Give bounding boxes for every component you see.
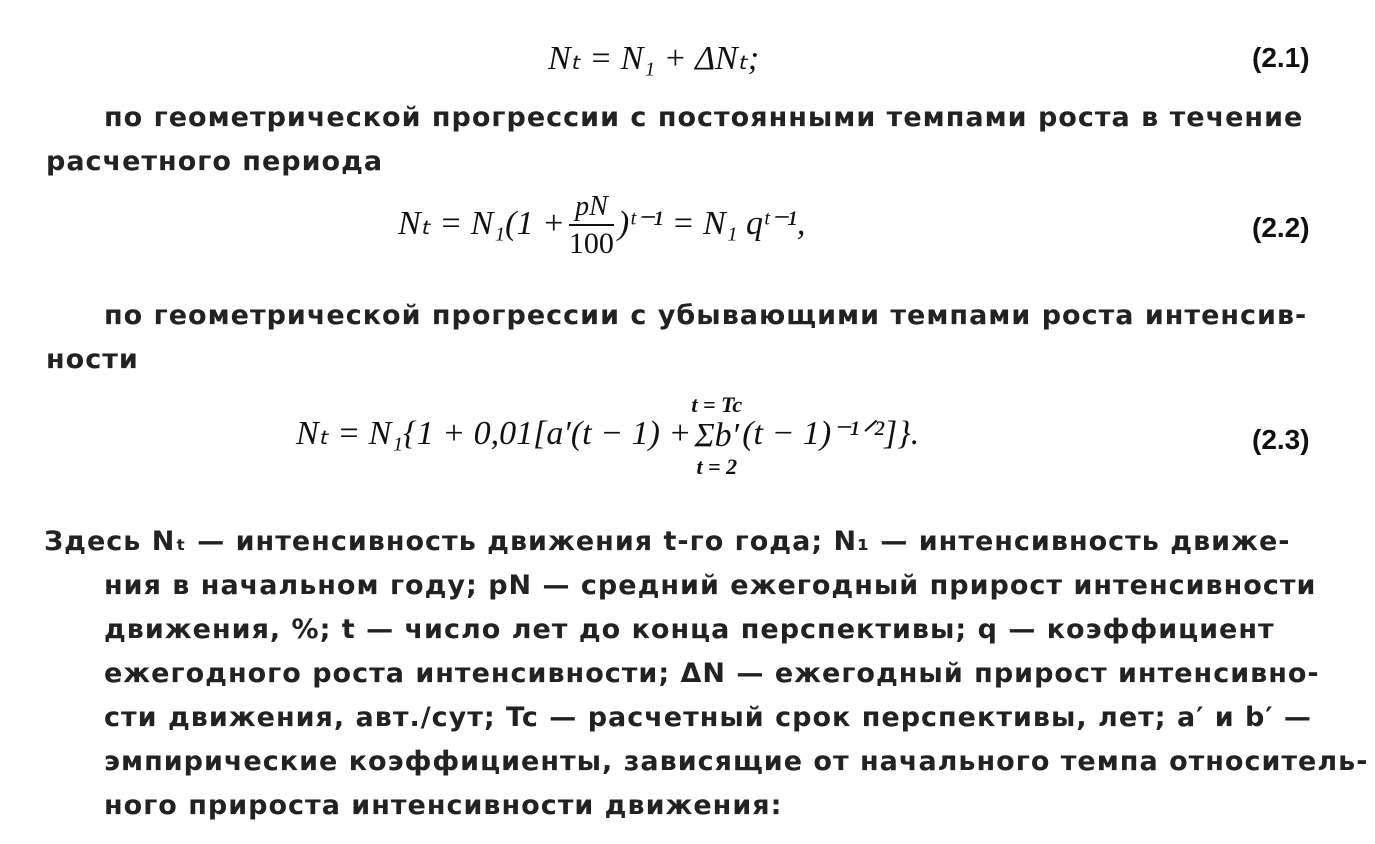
paragraph-line: по геометрической прогрессии с постоянными темпами роста в течение — [104, 102, 1304, 133]
equation-2-2-number: (2.2) — [1252, 212, 1310, 243]
paragraph-line: эмпирические коэффициенты, зависящие от начального темпа относитель- — [104, 746, 1369, 777]
paragraph-line: по геометрической прогрессии с убывающими темпами роста интенсив- — [104, 300, 1308, 331]
equation-2-2 — [398, 190, 805, 262]
fraction-numerator: pN — [569, 190, 614, 226]
paragraph-definitions — [44, 520, 1368, 828]
paragraph-line: расчетного периода — [46, 146, 384, 177]
paragraph-line: движения, %; t — число лет до конца перспективы; q — коэффициент — [104, 614, 1275, 645]
paragraph-line: ежегодного роста интенсивности; ΔN — ежегодный прирост интенсивно- — [104, 658, 1320, 689]
paragraph-line: ного прироста интенсивности движения: — [104, 790, 783, 821]
summation-upper-limit: t = Tc — [691, 392, 743, 417]
equation-2-3-left: Nₜ = N₁{1 + 0,01[a′(t − 1) + — [296, 414, 692, 452]
equation-2-2-left: Nₜ = N₁(1 + — [398, 204, 565, 242]
paragraph-geometric-constant — [46, 96, 1304, 184]
paragraph-geometric-decreasing — [46, 294, 1308, 382]
equation-2-1-formula: Nₜ = N₁ + ΔNₜ; — [548, 40, 760, 77]
summation-lower-limit: t = 2 — [696, 454, 738, 479]
fraction — [569, 190, 614, 262]
fraction-denominator: 100 — [568, 227, 614, 260]
paragraph-line: Здесь Nₜ — интенсивность движения t-го года; N₁ — интенсивность движе- — [44, 526, 1291, 557]
equation-2-3-number: (2.3) — [1252, 424, 1310, 455]
summation — [691, 392, 742, 480]
paragraph-line: сти движения, авт./сут; Tc — расчетный срок перспективы, лет; a′ и b′ — — [104, 702, 1312, 733]
paragraph-line: ности — [46, 344, 139, 375]
equation-2-1 — [548, 38, 759, 78]
summation-sign: Σb′ — [694, 417, 740, 454]
equation-2-2-right: )ᵗ⁻¹ = N₁ qᵗ⁻¹, — [617, 204, 806, 242]
paragraph-line: ния в начальном году; pN — средний ежегодный прирост интенсивности — [104, 570, 1317, 601]
equation-2-3-right: (t − 1)⁻¹ᐟ²]}. — [742, 414, 920, 452]
equation-2-3 — [296, 392, 919, 480]
equation-2-1-number: (2.1) — [1252, 42, 1310, 73]
